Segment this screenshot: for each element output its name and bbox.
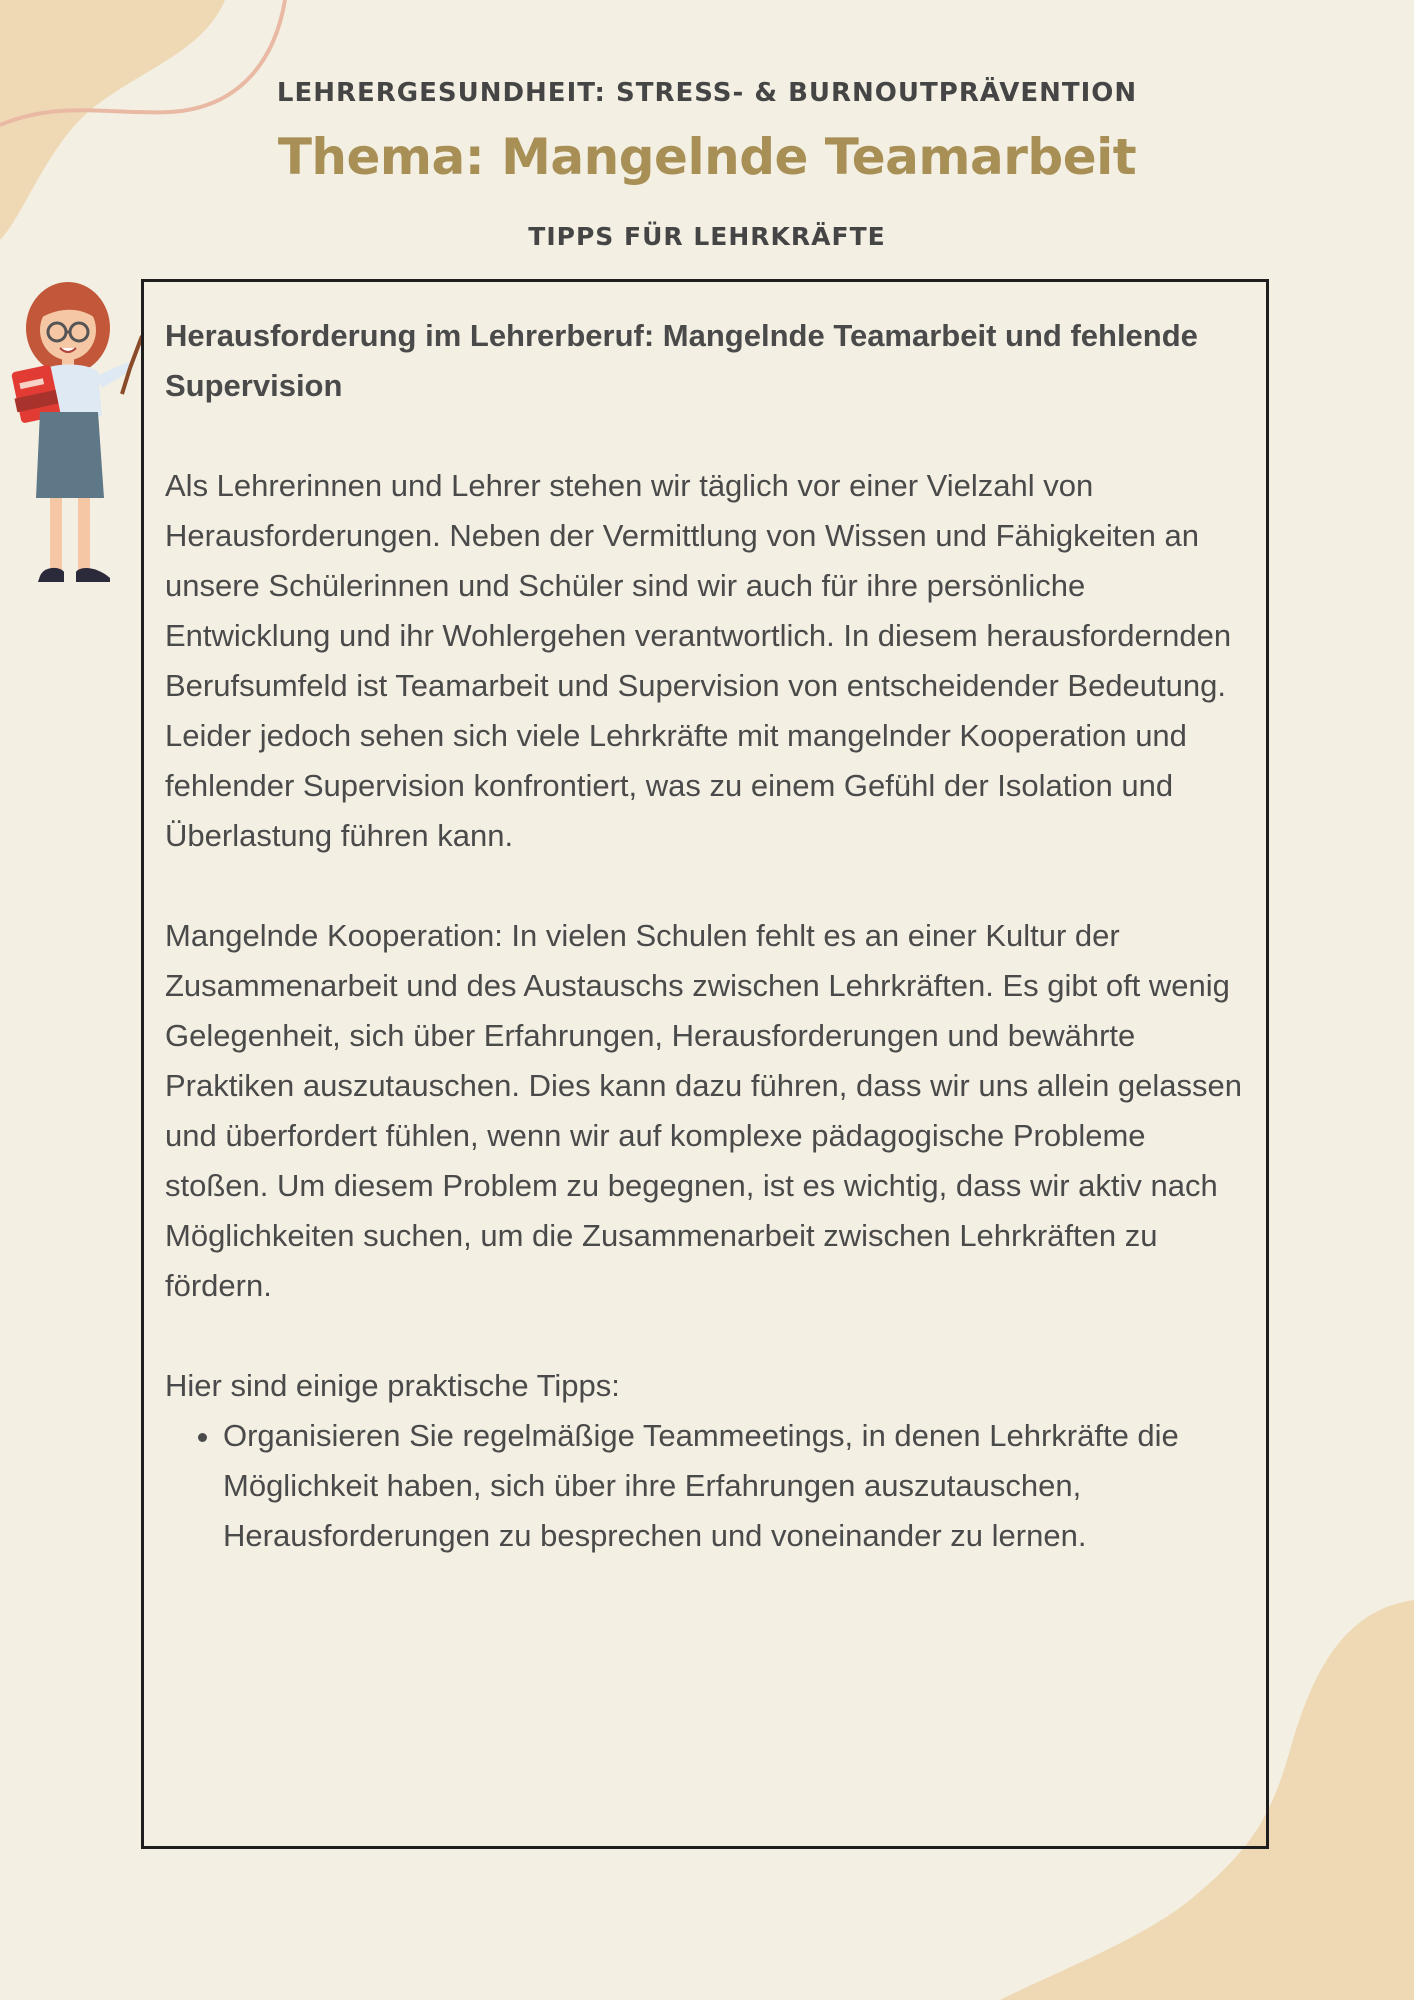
header-kicker: LEHRERGESUNDHEIT: STRESS- & BURNOUTPRÄVENTION	[276, 78, 1138, 108]
article-content	[165, 311, 1245, 1561]
tips-list	[165, 1411, 1245, 1561]
tips-list-item: • Organisieren Sie regelmäßige Teammeetings, in denen Lehrkräfte die Möglichkeit haben, sich über ihre Erfahrungen auszutauschen, Herausforderungen zu besprechen und voneinander zu lernen.	[223, 1411, 1245, 1561]
article-paragraph-2: Mangelnde Kooperation: In vielen Schulen fehlt es an einer Kultur der Zusammenarbeit und des Austauschs zwischen Lehrkräften. Es gibt oft wenig Gelegenheit, sich über Erfahrungen, Herausforderungen und bewährte Praktiken auszutauschen. Dies kann dazu führen, dass wir uns allein gelassen und überfordert fühlen, wenn wir auf komplexe pädagogische Probleme stoßen. Um diesem Problem zu begegnen, ist es wichtig, dass wir aktiv nach Möglichkeiten suchen, um die Zusammenarbeit zwischen Lehrkräften zu fördern.	[165, 918, 1243, 1303]
article-paragraph-1: Als Lehrerinnen und Lehrer stehen wir täglich vor einer Vielzahl von Herausforderungen. Neben der Vermittlung von Wissen und Fähigkeiten an unsere Schülerinnen und Schüler sind wir auch für ihre persönliche Entwicklung und ihr Wohlergehen verantwortlich. In diesem herausfordernden Berufsumfeld ist Teamarbeit und Supervision von entscheidender Bedeutung. Leider jedoch sehen sich viele Lehrkräfte mit mangelnder Kooperation und fehlender Supervision konfrontiert, was zu einem Gefühl der Isolation und Überlastung führen kann.	[165, 468, 1232, 853]
page-title: Thema: Mangelnde Teamarbeit	[277, 128, 1137, 186]
article-heading: Herausforderung im Lehrerberuf: Mangelnde Teamarbeit und fehlende Supervision	[165, 318, 1198, 403]
tips-intro: Hier sind einige praktische Tipps:	[165, 1368, 620, 1403]
teacher-illustration	[10, 276, 145, 606]
page-subtitle: TIPPS FÜR LEHRKRÄFTE	[528, 222, 886, 251]
